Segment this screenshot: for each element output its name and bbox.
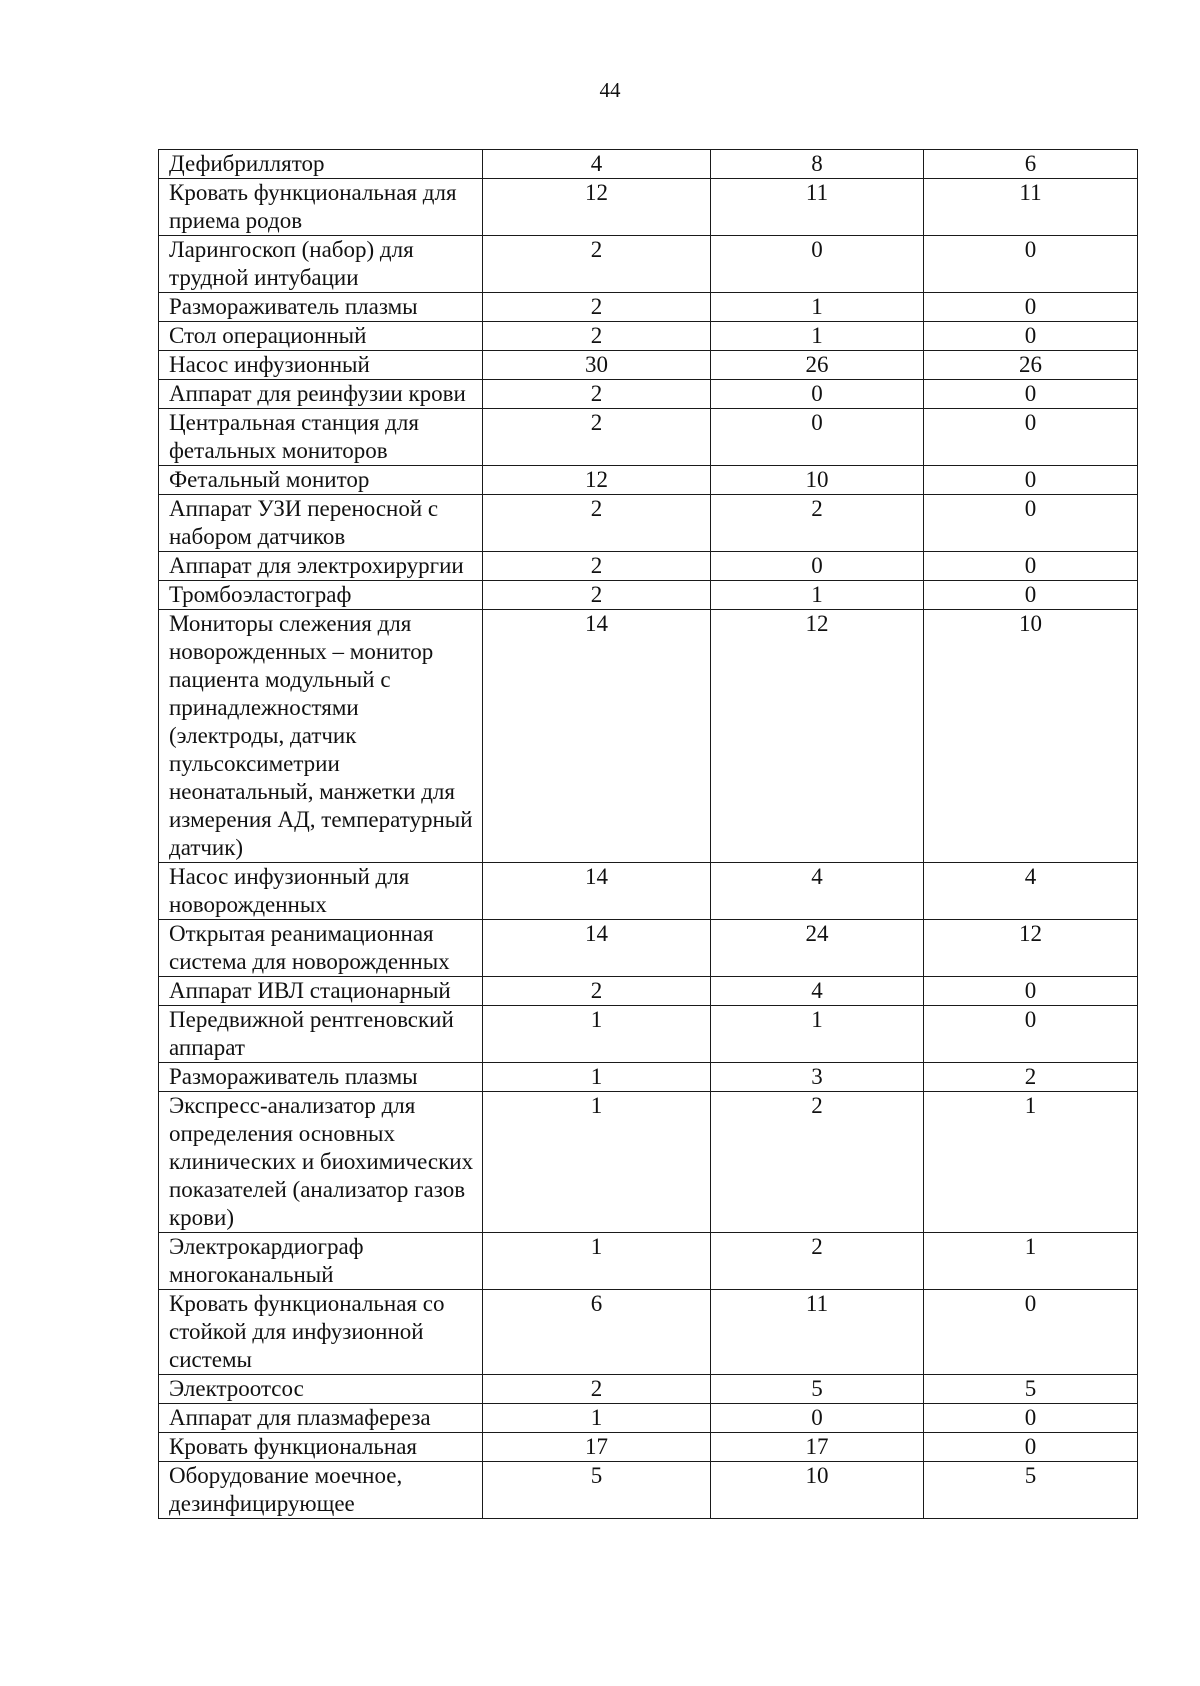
quantity-cell-2: 1 xyxy=(711,1006,924,1063)
table-row xyxy=(159,150,1138,179)
quantity-cell-1: 2 xyxy=(483,581,711,610)
quantity-cell-2: 1 xyxy=(711,293,924,322)
quantity-cell-2: 0 xyxy=(711,552,924,581)
equipment-name-cell: Ларингоскоп (набор) для трудной интубации xyxy=(159,236,483,293)
table-row xyxy=(159,1006,1138,1063)
quantity-cell-1: 2 xyxy=(483,236,711,293)
table-row xyxy=(159,351,1138,380)
quantity-cell-2: 1 xyxy=(711,581,924,610)
quantity-cell-2: 11 xyxy=(711,1290,924,1375)
quantity-cell-3: 0 xyxy=(924,322,1138,351)
quantity-cell-3: 5 xyxy=(924,1462,1138,1519)
equipment-name-cell: Передвижной рентгеновский аппарат xyxy=(159,1006,483,1063)
quantity-cell-2: 0 xyxy=(711,380,924,409)
quantity-cell-1: 5 xyxy=(483,1462,711,1519)
table-row xyxy=(159,581,1138,610)
equipment-name-cell: Фетальный монитор xyxy=(159,466,483,495)
quantity-cell-1: 2 xyxy=(483,1375,711,1404)
quantity-cell-2: 4 xyxy=(711,977,924,1006)
quantity-cell-3: 0 xyxy=(924,293,1138,322)
equipment-name-cell: Электроотсос xyxy=(159,1375,483,1404)
quantity-cell-3: 4 xyxy=(924,863,1138,920)
equipment-name-cell: Стол операционный xyxy=(159,322,483,351)
quantity-cell-3: 6 xyxy=(924,150,1138,179)
equipment-name-cell: Открытая реанимационная система для новорожденных xyxy=(159,920,483,977)
quantity-cell-1: 17 xyxy=(483,1433,711,1462)
quantity-cell-3: 0 xyxy=(924,552,1138,581)
quantity-cell-3: 2 xyxy=(924,1063,1138,1092)
quantity-cell-3: 12 xyxy=(924,920,1138,977)
table-row xyxy=(159,1433,1138,1462)
table-row xyxy=(159,322,1138,351)
table-row xyxy=(159,236,1138,293)
quantity-cell-3: 0 xyxy=(924,236,1138,293)
quantity-cell-1: 2 xyxy=(483,977,711,1006)
quantity-cell-3: 0 xyxy=(924,409,1138,466)
quantity-cell-1: 1 xyxy=(483,1006,711,1063)
table-row xyxy=(159,920,1138,977)
equipment-name-cell: Кровать функциональная со стойкой для инфузионной системы xyxy=(159,1290,483,1375)
quantity-cell-1: 2 xyxy=(483,380,711,409)
quantity-cell-2: 3 xyxy=(711,1063,924,1092)
equipment-name-cell: Центральная станция для фетальных мониторов xyxy=(159,409,483,466)
quantity-cell-3: 26 xyxy=(924,351,1138,380)
quantity-cell-1: 2 xyxy=(483,322,711,351)
quantity-cell-3: 0 xyxy=(924,495,1138,552)
quantity-cell-3: 0 xyxy=(924,466,1138,495)
equipment-table xyxy=(158,149,1138,1519)
equipment-name-cell: Размораживатель плазмы xyxy=(159,293,483,322)
table-row xyxy=(159,977,1138,1006)
table-row xyxy=(159,495,1138,552)
quantity-cell-1: 1 xyxy=(483,1233,711,1290)
quantity-cell-2: 8 xyxy=(711,150,924,179)
quantity-cell-2: 0 xyxy=(711,236,924,293)
equipment-name-cell: Аппарат УЗИ переносной с набором датчиков xyxy=(159,495,483,552)
equipment-name-cell: Оборудование моечное, дезинфицирующее xyxy=(159,1462,483,1519)
equipment-name-cell: Размораживатель плазмы xyxy=(159,1063,483,1092)
quantity-cell-1: 30 xyxy=(483,351,711,380)
quantity-cell-3: 1 xyxy=(924,1233,1138,1290)
table-row xyxy=(159,409,1138,466)
quantity-cell-3: 0 xyxy=(924,581,1138,610)
quantity-cell-1: 12 xyxy=(483,466,711,495)
quantity-cell-1: 14 xyxy=(483,920,711,977)
quantity-cell-1: 1 xyxy=(483,1092,711,1233)
quantity-cell-3: 0 xyxy=(924,1404,1138,1433)
equipment-name-cell: Аппарат для реинфузии крови xyxy=(159,380,483,409)
table-row xyxy=(159,552,1138,581)
table-row xyxy=(159,1092,1138,1233)
table-row xyxy=(159,179,1138,236)
table-row xyxy=(159,1290,1138,1375)
equipment-name-cell: Кровать функциональная xyxy=(159,1433,483,1462)
equipment-name-cell: Экспресс-анализатор для определения основных клинических и биохимических показателей (анализатор газов крови) xyxy=(159,1092,483,1233)
quantity-cell-3: 0 xyxy=(924,1006,1138,1063)
quantity-cell-3: 0 xyxy=(924,1433,1138,1462)
quantity-cell-1: 4 xyxy=(483,150,711,179)
quantity-cell-1: 1 xyxy=(483,1404,711,1433)
quantity-cell-3: 0 xyxy=(924,380,1138,409)
quantity-cell-3: 10 xyxy=(924,610,1138,863)
equipment-table-body xyxy=(159,150,1138,1519)
quantity-cell-1: 1 xyxy=(483,1063,711,1092)
equipment-name-cell: Кровать функциональная для приема родов xyxy=(159,179,483,236)
page-number: 44 xyxy=(599,78,621,102)
quantity-cell-2: 2 xyxy=(711,1092,924,1233)
equipment-name-cell: Насос инфузионный для новорожденных xyxy=(159,863,483,920)
quantity-cell-2: 1 xyxy=(711,322,924,351)
quantity-cell-2: 12 xyxy=(711,610,924,863)
quantity-cell-2: 0 xyxy=(711,1404,924,1433)
quantity-cell-3: 11 xyxy=(924,179,1138,236)
equipment-name-cell: Дефибриллятор xyxy=(159,150,483,179)
quantity-cell-1: 2 xyxy=(483,552,711,581)
quantity-cell-3: 1 xyxy=(924,1092,1138,1233)
table-row xyxy=(159,466,1138,495)
equipment-name-cell: Аппарат для электрохирургии xyxy=(159,552,483,581)
quantity-cell-2: 11 xyxy=(711,179,924,236)
quantity-cell-1: 2 xyxy=(483,293,711,322)
table-row xyxy=(159,293,1138,322)
quantity-cell-3: 0 xyxy=(924,1290,1138,1375)
quantity-cell-3: 5 xyxy=(924,1375,1138,1404)
quantity-cell-2: 17 xyxy=(711,1433,924,1462)
quantity-cell-1: 12 xyxy=(483,179,711,236)
quantity-cell-1: 2 xyxy=(483,495,711,552)
table-row xyxy=(159,610,1138,863)
quantity-cell-2: 2 xyxy=(711,495,924,552)
quantity-cell-2: 2 xyxy=(711,1233,924,1290)
equipment-name-cell: Аппарат для плазмафереза xyxy=(159,1404,483,1433)
quantity-cell-2: 10 xyxy=(711,1462,924,1519)
quantity-cell-1: 6 xyxy=(483,1290,711,1375)
equipment-name-cell: Насос инфузионный xyxy=(159,351,483,380)
equipment-name-cell: Мониторы слежения для новорожденных – монитор пациента модульный с принадлежностями (электроды, датчик пульсоксиметрии неонатальный, манжетки для измерения АД, температурный датчик) xyxy=(159,610,483,863)
quantity-cell-2: 0 xyxy=(711,409,924,466)
equipment-name-cell: Тромбоэластограф xyxy=(159,581,483,610)
quantity-cell-2: 4 xyxy=(711,863,924,920)
table-row xyxy=(159,380,1138,409)
table-row xyxy=(159,1404,1138,1433)
quantity-cell-2: 26 xyxy=(711,351,924,380)
table-row xyxy=(159,1063,1138,1092)
table-row xyxy=(159,1462,1138,1519)
table-row xyxy=(159,1233,1138,1290)
equipment-name-cell: Электрокардиограф многоканальный xyxy=(159,1233,483,1290)
quantity-cell-2: 10 xyxy=(711,466,924,495)
quantity-cell-1: 2 xyxy=(483,409,711,466)
quantity-cell-1: 14 xyxy=(483,610,711,863)
table-row xyxy=(159,1375,1138,1404)
quantity-cell-3: 0 xyxy=(924,977,1138,1006)
table-row xyxy=(159,863,1138,920)
quantity-cell-2: 5 xyxy=(711,1375,924,1404)
quantity-cell-1: 14 xyxy=(483,863,711,920)
quantity-cell-2: 24 xyxy=(711,920,924,977)
equipment-name-cell: Аппарат ИВЛ стационарный xyxy=(159,977,483,1006)
